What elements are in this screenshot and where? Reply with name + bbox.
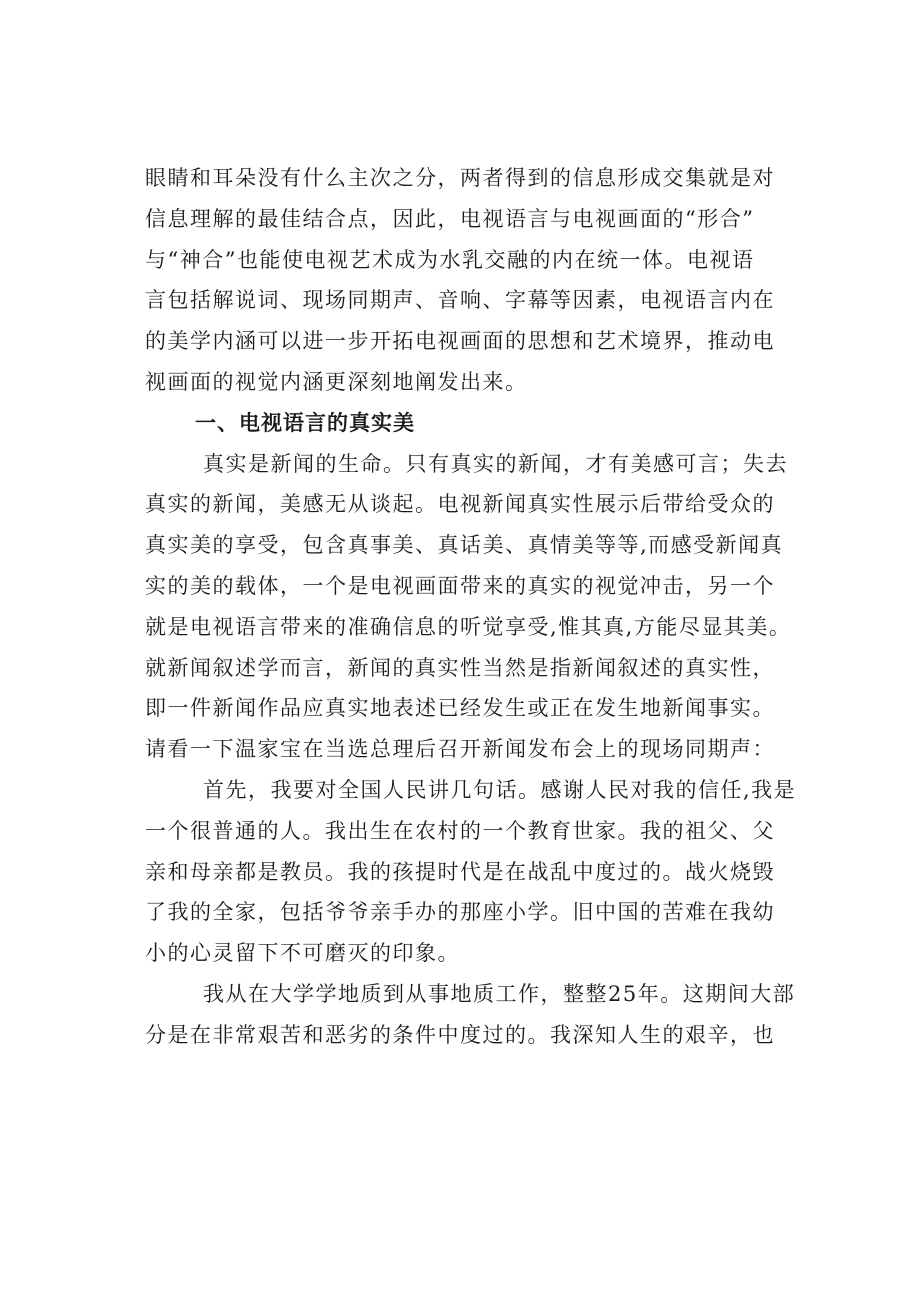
paragraph-line: 实的美的载体，一个是电视画面带来的真实的视觉冲击，另一个 xyxy=(145,573,775,598)
paragraph-line: 请看一下温家宝在当选总理后召开新闻发布会上的现场同期声： xyxy=(145,737,775,762)
quote-line: 亲和母亲都是教员。我的孩提时代是在战乱中度过的。战火烧毁 xyxy=(145,859,775,884)
section-heading: 一、电视语言的真实美 xyxy=(195,410,415,435)
paragraph-line: 就是电视语言带来的准确信息的听觉享受,惟其真,方能尽显其美。 xyxy=(145,614,792,639)
paragraph-line: 言包括解说词、现场同期声、音响、字幕等因素，电视语言内在 xyxy=(145,288,775,313)
quote-line: 了我的全家，包括爷爷亲手办的那座小学。旧中国的苦难在我幼 xyxy=(145,900,775,925)
quote-line: 一个很普通的人。我出生在农村的一个教育世家。我的祖父、父 xyxy=(145,818,775,843)
paragraph-line: 真实是新闻的生命。只有真实的新闻，才有美感可言；失去 xyxy=(203,451,788,476)
paragraph-line: 信息理解的最佳结合点，因此，电视语言与电视画面的“形合” xyxy=(145,206,755,231)
paragraph-line: 视画面的视觉内涵更深刻地阐发出来。 xyxy=(145,369,528,394)
document-page xyxy=(145,158,805,1056)
paragraph-line: 真实的新闻，美感无从谈起。电视新闻真实性展示后带给受众的 xyxy=(145,492,775,517)
quote-line: 分是在非常艰苦和恶劣的条件中度过的。我深知人生的艰辛，也 xyxy=(145,1022,775,1047)
paragraph-line: 的美学内涵可以进一步开拓电视画面的思想和艺术境界，推动电 xyxy=(145,329,775,354)
quote-line: 我从在大学学地质到从事地质工作，整整25年。这期间大部 xyxy=(203,981,796,1006)
quote-line: 小的心灵留下不可磨灭的印象。 xyxy=(145,941,460,966)
paragraph-line: 就新闻叙述学而言，新闻的真实性当然是指新闻叙述的真实性， xyxy=(145,655,775,680)
paragraph-line: 真实美的享受，包含真事美、真话美、真情美等等,而感受新闻真 xyxy=(145,533,784,558)
quote-line: 首先，我要对全国人民讲几句话。感谢人民对我的信任,我是 xyxy=(203,777,797,802)
paragraph-line: 眼睛和耳朵没有什么主次之分，两者得到的信息形成交集就是对 xyxy=(145,166,775,190)
paragraph-line: 即一件新闻作品应真实地表述已经发生或正在发生地新闻事实。 xyxy=(145,696,775,721)
paragraph-line: 与“神合”也能使电视艺术成为水乳交融的内在统一体。电视语 xyxy=(145,247,755,272)
